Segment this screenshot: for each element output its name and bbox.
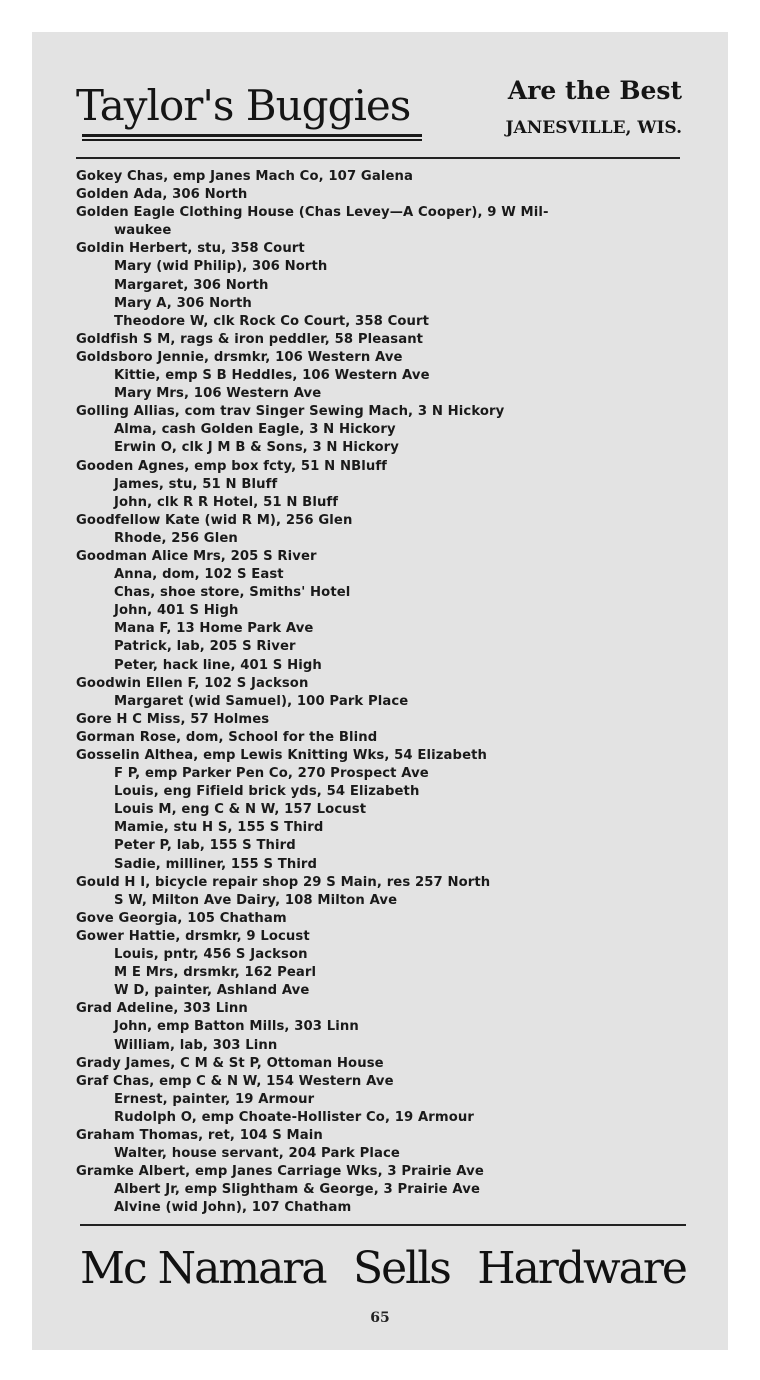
directory-entry: Golden Eagle Clothing House (Chas Levey—A Cooper), 9 W Mil- [76,205,549,221]
directory-entry: Goodfellow Kate (wid R M), 256 Glen [76,512,353,528]
directory-entry: Gooden Agnes, emp box fcty, 51 N NBluff [76,458,388,474]
header-advertisement [76,70,682,160]
directory-entry: James, stu, 51 N Bluff [114,476,278,492]
directory-entry: S W, Milton Ave Dairy, 108 Milton Ave [114,892,398,908]
footer-word-2: Sells [352,1243,450,1294]
directory-entry: Goodwin Ellen F, 102 S Jackson [76,675,309,691]
directory-entry: waukee [114,223,172,239]
directory-entry: Gosselin Althea, emp Lewis Knitting Wks, 54 Elizabeth [76,748,488,763]
directory-entry: Gower Hattie, drsmkr, 9 Locust [76,928,310,944]
directory-entry: Louis, eng Fifield brick yds, 54 Elizabeth [114,784,420,800]
directory-entry: Gramke Albert, emp Janes Carriage Wks, 3 Prairie Ave [76,1164,484,1180]
tagline: Are the Best [507,76,682,105]
directory-entry: Mana F, 13 Home Park Ave [114,621,314,637]
directory-entry: M E Mrs, drsmkr, 162 Pearl [114,965,317,981]
directory-entry: Peter, hack line, 401 S High [114,657,322,673]
directory-entry: Gore H C Miss, 57 Holmes [76,711,270,727]
directory-entry: Golling Allias, com trav Singer Sewing Mach, 3 N Hickory [76,404,505,420]
directory-entry: Patrick, lab, 205 S River [114,639,296,655]
directory-entry: F P, emp Parker Pen Co, 270 Prospect Ave [114,766,429,782]
directory-entry: John, emp Batton Mills, 303 Linn [114,1019,359,1035]
directory-entry: Goodman Alice Mrs, 205 S River [76,548,317,564]
directory-entry: Graham Thomas, ret, 104 S Main [76,1127,323,1143]
brand-name: Taylor's Buggies [76,81,411,130]
directory-entry: Peter P, lab, 155 S Third [114,838,296,854]
directory-entry: Chas, shoe store, Smiths' Hotel [114,585,351,601]
directory-entry: Louis M, eng C & N W, 157 Locust [114,802,367,818]
directory-entry: Mary (wid Philip), 306 North [114,259,328,275]
directory-entry: Goldsboro Jennie, drsmkr, 106 Western Ave [76,349,403,365]
footer-advertisement [80,1238,686,1300]
directory-entry: Gove Georgia, 105 Chatham [76,910,287,926]
directory-entry: Walter, house servant, 204 Park Place [114,1146,400,1162]
directory-entry: W D, painter, Ashland Ave [114,983,310,999]
directory-entry: Grad Adeline, 303 Linn [76,1001,248,1017]
directory-entry: Mary Mrs, 106 Western Ave [114,386,322,402]
directory-entry: John, clk R R Hotel, 51 N Bluff [114,494,339,510]
directory-entry: Anna, dom, 102 S East [114,567,284,583]
page-number: 65 [370,1310,390,1326]
directory-entry: Margaret, 306 North [114,277,269,293]
brand-underline [82,134,422,137]
directory-entry: Gokey Chas, emp Janes Mach Co, 107 Galena [76,169,413,184]
directory-entry: William, lab, 303 Linn [114,1037,278,1053]
directory-entry: John, 401 S High [114,603,239,619]
directory-entry: Golden Ada, 306 North [76,187,248,203]
brand-underline-double [82,139,422,141]
footer-word-1: Mc Namara [80,1243,326,1294]
directory-entry: Kittie, emp S B Heddles, 106 Western Ave [114,368,430,384]
directory-listing [76,168,686,1217]
directory-entry: Alma, cash Golden Eagle, 3 N Hickory [114,422,396,438]
directory-entry: Goldin Herbert, stu, 358 Court [76,241,305,257]
directory-entry: Gould H I, bicycle repair shop 29 S Main, res 257 North [76,874,491,890]
directory-entry: Theodore W, clk Rock Co Court, 358 Court [114,313,430,329]
directory-entry: Alvine (wid John), 107 Chatham [114,1200,352,1216]
footer-word-3: Hardware [477,1243,686,1294]
directory-entry: Goldfish S M, rags & iron peddler, 58 Pleasant [76,331,424,347]
directory-entry: Louis, pntr, 456 S Jackson [114,947,308,963]
directory-entry: Sadie, milliner, 155 S Third [114,856,318,872]
header-divider [76,157,680,159]
directory-entry: Rhode, 256 Glen [114,530,238,546]
city-name: JANESVILLE, WIS. [505,118,682,138]
directory-entry: Albert Jr, emp Slightham & George, 3 Prairie Ave [114,1182,480,1198]
directory-entry: Grady James, C M & St P, Ottoman House [76,1055,384,1071]
directory-entry: Mamie, stu H S, 155 S Third [114,820,324,836]
directory-entry: Erwin O, clk J M B & Sons, 3 N Hickory [114,440,399,456]
directory-entry: Margaret (wid Samuel), 100 Park Place [114,693,409,709]
directory-entry: Graf Chas, emp C & N W, 154 Western Ave [76,1073,394,1089]
directory-entry: Rudolph O, emp Choate-Hollister Co, 19 Armour [114,1109,475,1125]
directory-entry: Gorman Rose, dom, School for the Blind [76,729,378,745]
footer-divider [80,1224,686,1226]
directory-entry: Mary A, 306 North [114,295,252,311]
directory-entry: Ernest, painter, 19 Armour [114,1091,315,1107]
